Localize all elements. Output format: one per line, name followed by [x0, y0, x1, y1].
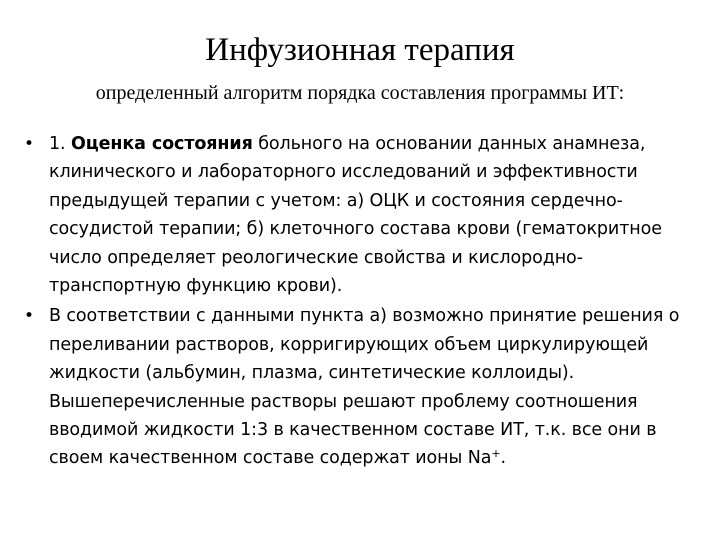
item-text: В соответствии с данными пункта а) возможно принятие решения о переливании растворов, корригирующих объем циркулирующей жидкости (альбумин, плазма, синтетические коллоиды). Вышеперечисленные растворы решают проблему соотношения вводимой жидкости 1:3 в качественном составе ИТ, т.к. все они в своем качественном составе содержат ионы: [49, 306, 680, 469]
item-bold-heading: Оценка состояния: [70, 134, 253, 154]
item-number: 1.: [49, 134, 66, 154]
slide-subtitle: определенный алгоритм порядка составления программы ИТ:: [95, 82, 625, 104]
bullet-marker: •: [24, 134, 34, 154]
item-end: .: [500, 448, 506, 469]
bullet-item-1: [24, 130, 704, 300]
slide-title: Инфузионная терапия: [205, 32, 515, 68]
bullet-marker: •: [24, 306, 34, 327]
bullet-list: [24, 130, 704, 475]
ion-charge: +: [491, 447, 501, 461]
item-text: больного на основании данных анамнеза, клинического и лабораторного исследований и эффективности предыдущей терапии с учетом: а) ОЦК и состояния сердечно-сосудистой терапии; б) клеточного состава крови (гематокритное число определяет реологические свойства и кислородно-транспортную функцию крови).: [49, 134, 662, 297]
bullet-item-2: [24, 302, 704, 472]
ion-symbol: Na: [467, 448, 492, 469]
